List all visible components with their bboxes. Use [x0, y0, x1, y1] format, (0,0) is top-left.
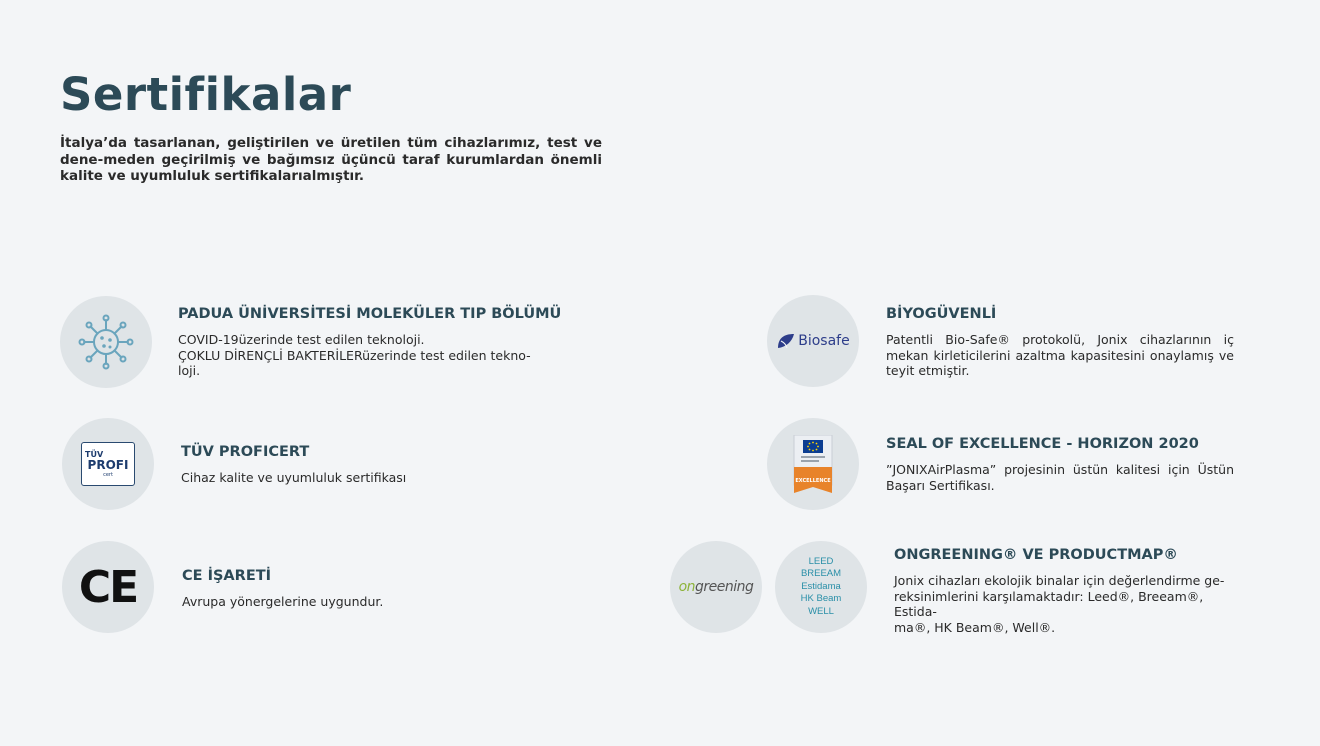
standard-estidama: Estidama: [801, 580, 841, 592]
padua-desc-line-3: loji.: [178, 363, 201, 378]
ongreening-logo-prefix: on: [678, 579, 696, 595]
intro-text: İtalya’da tasarlanan, geliştirilen ve üretilen tüm cihazlarımız, test ve dene-meden geçirilmiş ve bağımsız üçüncü taraf kurumlardan önemli kalite ve uyumluluk sertifikalarıalmıştır.: [60, 135, 602, 184]
green-standards-circle: [775, 541, 867, 633]
green-standards-list: [801, 556, 842, 619]
leaf-icon: [776, 332, 796, 350]
tuv-description: Cihaz kalite ve uyumluluk sertifikası: [181, 470, 407, 485]
ongreening-logo: ongreening: [678, 579, 754, 595]
standard-well: WELL: [808, 605, 834, 617]
ce-logo-circle: [62, 541, 154, 633]
virus-icon: [75, 311, 137, 373]
ongreening-desc-line-1: Jonix cihazları ekolojik binalar için değerlendirme ge-: [894, 573, 1225, 588]
ongreening-description: [894, 573, 1244, 635]
tuv-logo-circle: [62, 418, 154, 510]
ce-title: CE İŞARETİ: [182, 568, 272, 584]
ce-description: Avrupa yönergelerine uygundur.: [182, 594, 384, 609]
padua-title: PADUA ÜNİVERSİTESİ MOLEKÜLER TIP BÖLÜMÜ: [178, 306, 562, 322]
biosafe-title: BİYOGÜVENLİ: [886, 306, 997, 322]
padua-logo-circle: [60, 296, 152, 388]
tuv-proficert-logo: [81, 442, 135, 486]
ongreening-desc-line-2: reksinimlerini karşılamaktadır: Leed®, Breeam®, Estida-: [894, 588, 1204, 619]
padua-desc-line-2: ÇOKLU DİRENÇLİ BAKTERİLERüzerinde test edilen tekno-: [178, 347, 531, 363]
biosafe-description: Patentli Bio-Safe® protokolü, Jonix cihazlarının iç mekan kirleticilerini azaltma kapasitesini onaylamış ve teyit etmiştir.: [886, 332, 1234, 378]
tuv-logo-sub: cert: [103, 471, 113, 478]
seal-badge-text: EXCELLENCE: [795, 478, 831, 484]
standard-breeam: BREEAM: [800, 568, 842, 580]
standard-leed: LEED: [808, 555, 834, 567]
padua-desc-line-1: COVID-19üzerinde test edilen teknoloji.: [178, 332, 425, 347]
ce-mark-icon: CE: [78, 561, 138, 613]
tuv-logo-top: TÜV: [85, 449, 104, 459]
eu-flag-icon: [793, 435, 833, 493]
tuv-title: TÜV PROFICERT: [181, 444, 310, 460]
ongreening-title: ONGREENING® VE PRODUCTMAP®: [894, 547, 1178, 563]
ongreening-logo-circle: [670, 541, 762, 633]
ongreening-desc-line-3: ma®, HK Beam®, Well®.: [894, 619, 1056, 635]
seal-of-excellence-badge: [793, 435, 833, 493]
standard-hk-beam: HK Beam: [800, 593, 842, 605]
seal-description: ”JONIXAirPlasma” projesinin üstün kalitesi için Üstün Başarı Sertifikası.: [886, 462, 1234, 493]
padua-description: [178, 332, 538, 379]
biosafe-logo-circle: [767, 295, 859, 387]
biosafe-logo-text: Biosafe: [798, 333, 850, 349]
seal-title: SEAL OF EXCELLENCE - HORIZON 2020: [886, 436, 1199, 452]
biosafe-logo: [776, 332, 849, 350]
page-title: Sertifikalar: [60, 68, 352, 121]
seal-logo-circle: [767, 418, 859, 510]
tuv-logo-mid: PROFI: [87, 457, 129, 472]
